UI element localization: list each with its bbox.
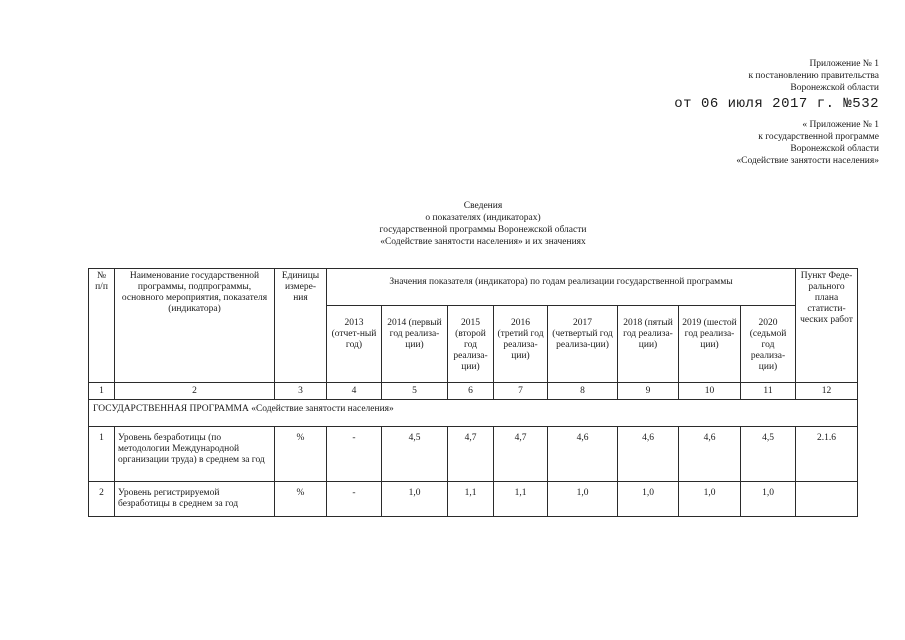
column-number: 10 [679,383,741,400]
header-year: 2017 (четвертый год реализа-ции) [548,306,618,383]
header-point: Пункт Феде-рального плана статисти-ческих работ [796,269,858,383]
appendix-1-line-3: Воронежской области [790,83,879,93]
appendix-2-header [736,119,879,167]
row-value: 1,1 [494,482,548,517]
row-point [796,482,858,517]
column-number: 1 [89,383,115,400]
column-number: 2 [115,383,275,400]
date-number-stamp: от 06 июля 2017 г. №532 [674,96,879,112]
header-num: № п/п [89,269,115,383]
column-number: 12 [796,383,858,400]
row-num: 2 [89,482,115,517]
row-num: 1 [89,427,115,482]
table-row [89,427,858,482]
header-year: 2014 (первый год реализа-ции) [382,306,448,383]
row-value: 4,6 [548,427,618,482]
section-title: ГОСУДАРСТВЕННАЯ ПРОГРАММА «Содействие занятости населения» [89,400,858,427]
row-value: 1,0 [382,482,448,517]
document-title [323,200,643,248]
column-number: 4 [327,383,382,400]
header-unit: Единицы измере-ния [275,269,327,383]
row-value: 4,7 [494,427,548,482]
column-number: 6 [448,383,494,400]
header-name: Наименование государственной программы, подпрограммы, основного мероприятия, показателя (индикатора) [115,269,275,383]
row-value: 4,5 [741,427,796,482]
row-value: 1,0 [679,482,741,517]
section-row [89,400,858,427]
column-number: 5 [382,383,448,400]
row-value: 1,0 [548,482,618,517]
header-year: 2015 (второй год реализа-ции) [448,306,494,383]
header-year: 2018 (пятый год реализа-ции) [618,306,679,383]
row-point: 2.1.6 [796,427,858,482]
appendix-2-line-1: « Приложение № 1 [802,120,879,130]
header-year: 2019 (шестой год реализа-ции) [679,306,741,383]
appendix-2-line-4: «Содействие занятости населения» [736,156,879,166]
header-values-group: Значения показателя (индикатора) по годам реализации государственной программы [327,269,796,306]
column-number: 11 [741,383,796,400]
row-value: - [327,482,382,517]
title-line-2: о показателях (индикаторах) [425,213,541,223]
appendix-2-line-2: к государственной программе [758,132,879,142]
column-numbers-row [89,383,858,400]
row-value: 4,6 [679,427,741,482]
row-value: - [327,427,382,482]
header-year: 2020 (седьмой год реализа-ции) [741,306,796,383]
row-unit: % [275,427,327,482]
row-value: 4,6 [618,427,679,482]
column-number: 9 [618,383,679,400]
header-year: 2016 (третий год реализа-ции) [494,306,548,383]
row-value: 4,5 [382,427,448,482]
indicators-table [88,268,858,517]
appendix-1-line-1: Приложение № 1 [809,59,879,69]
column-number: 7 [494,383,548,400]
table-row [89,482,858,517]
row-value: 4,7 [448,427,494,482]
appendix-1-header [674,58,879,112]
row-name: Уровень регистрируемой безработицы в среднем за год [115,482,275,517]
column-number: 8 [548,383,618,400]
row-name: Уровень безработицы (по методологии Международной организации труда) в среднем за год [115,427,275,482]
row-value: 1,0 [618,482,679,517]
row-value: 1,0 [741,482,796,517]
row-value: 1,1 [448,482,494,517]
title-line-4: «Содействие занятости населения» и их значениях [380,237,586,247]
appendix-1-line-2: к постановлению правительства [748,71,879,81]
title-line-3: государственной программы Воронежской области [379,225,587,235]
title-line-1: Сведения [463,201,503,211]
header-year: 2013 (отчет-ный год) [327,306,382,383]
column-number: 3 [275,383,327,400]
table-header-row [89,269,858,306]
appendix-2-line-3: Воронежской области [790,144,879,154]
row-unit: % [275,482,327,517]
